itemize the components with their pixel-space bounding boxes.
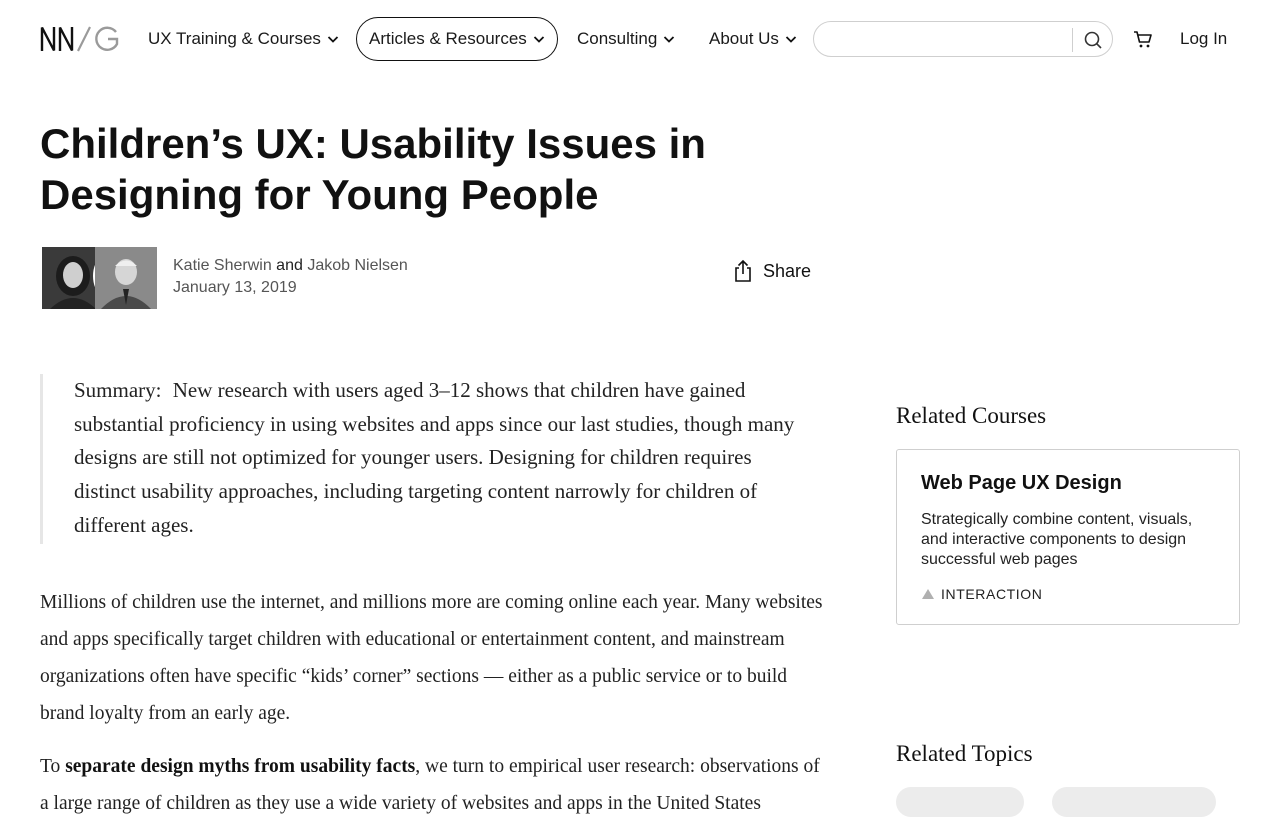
paragraph-2-lead: To bbox=[40, 756, 66, 777]
summary-text: New research with users aged 3–12 shows that children have gained substantial proficiency in using websites and apps since our last studies, though many designs are still not optimized for younger users. Designing for children requires distinct usability approaches, including targeting content narrowly for children of different ages. bbox=[74, 378, 795, 537]
related-topics-heading: Related Topics bbox=[896, 741, 1033, 766]
course-tag-label: INTERACTION bbox=[941, 586, 1043, 602]
publish-date: January 13, 2019 bbox=[173, 279, 297, 296]
paragraph-2-emphasis: separate design myths from usability facts bbox=[65, 756, 416, 777]
nav-articles-resources-label: Articles & Resources bbox=[369, 29, 527, 48]
paragraph-2-rest: , we turn to empirical user research: observations of a large range of children as they use a wide variety of websites and apps in the United States bbox=[40, 756, 820, 814]
share-label: Share bbox=[763, 260, 812, 281]
nav-ux-training[interactable] bbox=[148, 17, 339, 61]
search-divider bbox=[1072, 28, 1073, 52]
article-summary bbox=[40, 374, 810, 544]
article-paragraph-1: Millions of children use the internet, and millions more are coming online each year. Many websites and apps specifically target children with educational or entertainment content, and mainstream organizations often have specific “kids’ corner” sections — either as a public service or to build brand loyalty from an early age. bbox=[40, 592, 823, 724]
nav-about-us[interactable] bbox=[709, 17, 797, 61]
author-link-jakob-nielsen[interactable]: Jakob Nielsen bbox=[307, 257, 408, 274]
search-icon[interactable] bbox=[1082, 29, 1104, 51]
course-tag bbox=[921, 586, 1215, 602]
author-link-katie-sherwin[interactable]: Katie Sherwin bbox=[173, 257, 272, 274]
author-joiner: and bbox=[276, 257, 303, 274]
site-header bbox=[0, 0, 1280, 80]
page-title: Children’s UX: Usability Issues in Designing for Young People bbox=[40, 120, 706, 218]
course-card-web-page-ux-design[interactable] bbox=[896, 449, 1240, 625]
article-paragraph-2 bbox=[40, 748, 830, 822]
nav-ux-training-label: UX Training & Courses bbox=[148, 29, 321, 48]
article-authors bbox=[173, 254, 408, 278]
related-topic-pill[interactable] bbox=[1052, 787, 1216, 817]
search-input[interactable] bbox=[828, 28, 1068, 52]
summary-label: Summary: bbox=[74, 378, 162, 402]
nav-consulting-label: Consulting bbox=[577, 29, 658, 48]
triangle-icon bbox=[921, 588, 935, 600]
login-link[interactable]: Log In bbox=[1180, 29, 1228, 48]
nav-articles-resources[interactable] bbox=[356, 17, 558, 61]
course-title[interactable]: Web Page UX Design bbox=[921, 472, 1122, 494]
chevron-down-icon bbox=[663, 33, 675, 45]
course-description: Strategically combine content, visuals, and interactive components to design successful web pages bbox=[921, 511, 1193, 568]
chevron-down-icon bbox=[533, 33, 545, 45]
cart-icon[interactable] bbox=[1133, 29, 1153, 49]
related-courses-heading: Related Courses bbox=[896, 403, 1047, 428]
related-topic-pill[interactable] bbox=[896, 787, 1024, 817]
nav-consulting[interactable] bbox=[577, 17, 675, 61]
nav-about-us-label: About Us bbox=[709, 29, 779, 48]
chevron-down-icon bbox=[785, 33, 797, 45]
share-icon bbox=[733, 259, 753, 283]
search-box bbox=[813, 21, 1113, 57]
chevron-down-icon bbox=[327, 33, 339, 45]
share-button[interactable] bbox=[733, 259, 811, 283]
nng-logo[interactable] bbox=[40, 26, 120, 52]
avatar-jakob-nielsen[interactable] bbox=[93, 245, 155, 307]
